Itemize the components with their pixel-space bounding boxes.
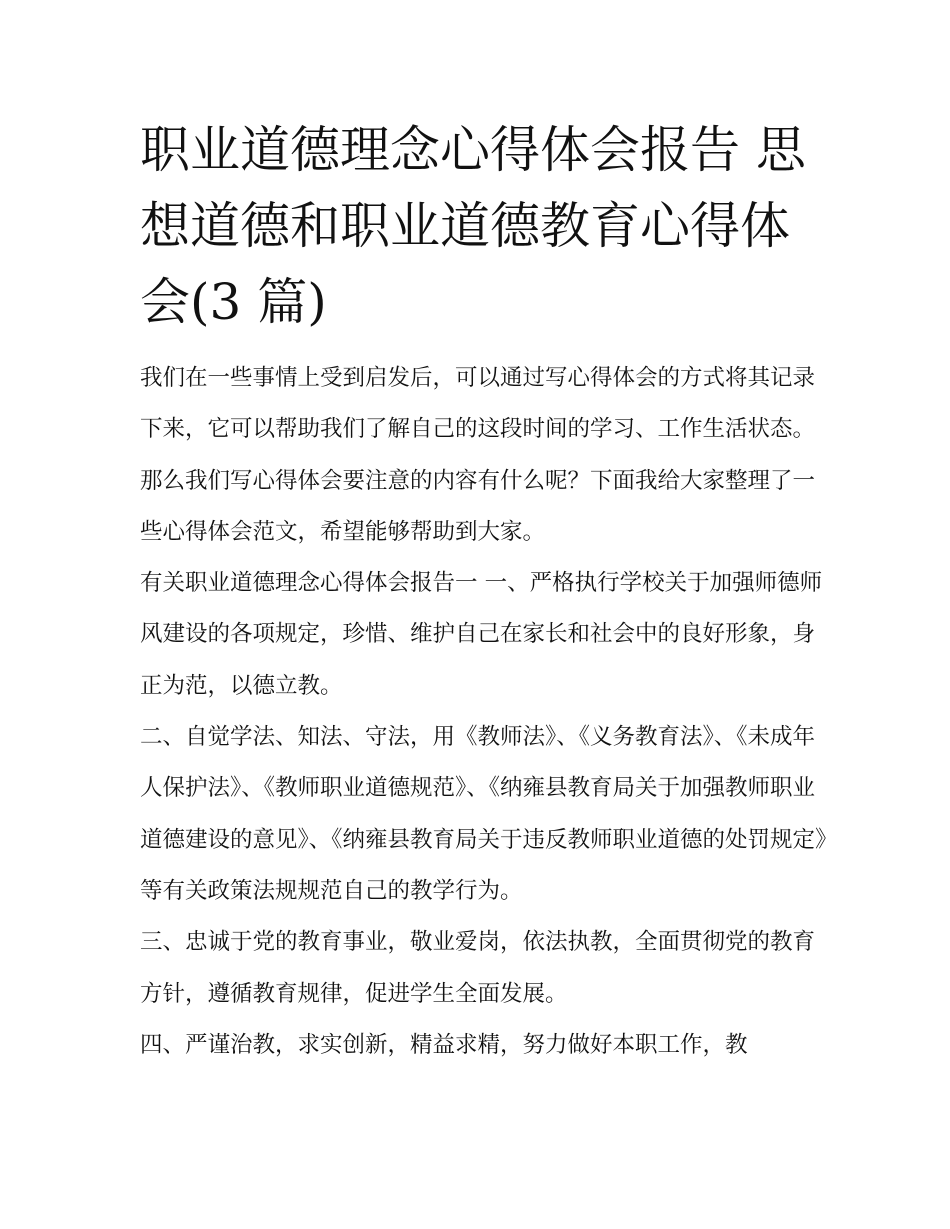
paragraph-report-one: 有关职业道德理念心得体会报告一 一、严格执行学校关于加强师德师风建设的各项规定，珍惜、维护自己在家长和社会中的良好形象，身正为范，以德立教。	[140, 570, 823, 699]
paragraph-item-four: 四、严谨治教，求实创新，精益求精，努力做好本职工作，教	[140, 1031, 748, 1058]
document-body	[140, 353, 830, 1071]
paragraph-intro: 我们在一些事情上受到启发后，可以通过写心得体会的方式将其记录下来，它可以帮助我们了解自己的这段时间的学习、工作生活状态。那么我们写心得体会要注意的内容有什么呢？下面我给大家整理了一些心得体会范文，希望能够帮助到大家。	[140, 365, 816, 545]
paragraph-item-three: 三、忠诚于党的教育事业，敬业爱岗，依法执教，全面贯彻党的教育方针，遵循教育规律，促进学生全面发展。	[140, 929, 816, 1007]
document-title	[140, 112, 830, 340]
paragraph-item-two: 二、自觉学法、知法、守法，用《教师法》、《义务教育法》、《未成年人保护法》、《教师职业道德规范》、《纳雍县教育局关于加强教师职业道德建设的意见》、《纳雍县教育局关于违反教师职业道德的处罚规定》等有关政策法规规范自己的教学行为。	[140, 724, 827, 904]
title-line-1: 职业道德理念心得体会报告 思	[140, 121, 806, 179]
title-line-3: 会(3 篇)	[140, 273, 327, 331]
title-line-2: 想道德和职业道德教育心得体	[140, 197, 790, 255]
